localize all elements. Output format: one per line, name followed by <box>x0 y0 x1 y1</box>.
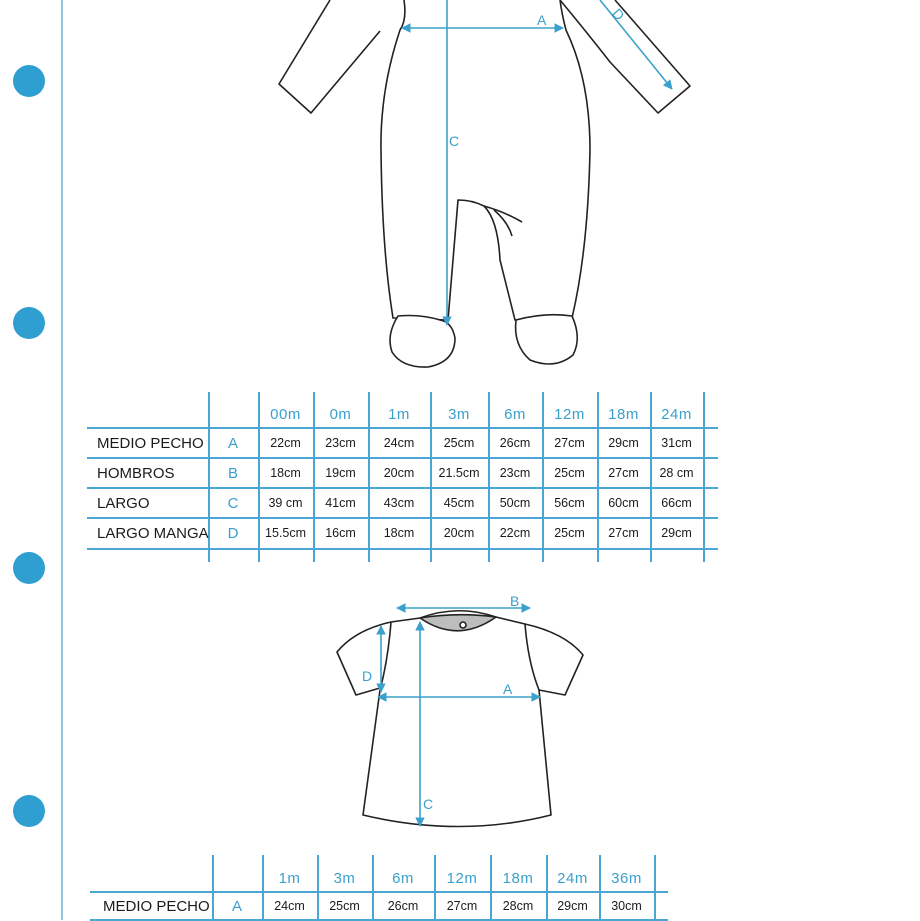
size-header: 00m <box>270 405 301 423</box>
row-label: LARGO <box>97 494 150 512</box>
table-cell: 27cm <box>608 466 639 480</box>
row-letter: C <box>227 494 239 512</box>
table-cell: 41cm <box>325 496 356 510</box>
table-cell: 25cm <box>554 526 585 540</box>
table-cell: 22cm <box>270 436 301 450</box>
table-cell: 27cm <box>554 436 585 450</box>
table-cell: 27cm <box>446 899 478 913</box>
row-letter: D <box>227 524 239 542</box>
table-cell: 19cm <box>325 466 356 480</box>
shirt-body-outline <box>363 611 551 827</box>
table-cell: 15.5cm <box>265 526 306 540</box>
table-cell: 22cm <box>499 526 531 540</box>
table-cell: 31cm <box>661 436 692 450</box>
romper-label-c: C <box>449 133 460 149</box>
table-cell: 45cm <box>443 496 475 510</box>
table-grid-line <box>87 548 718 550</box>
table-cell: 25cm <box>554 466 585 480</box>
row-label: MEDIO PECHO <box>103 897 210 915</box>
size-header: 1m <box>278 869 301 887</box>
table-cell: 24cm <box>383 436 415 450</box>
romper-drawing <box>279 0 690 367</box>
table-grid-line <box>703 392 705 562</box>
romper-left-sleeve <box>279 0 380 113</box>
size-header: 18m <box>608 405 639 423</box>
table-grid-line <box>654 855 656 920</box>
table-cell: 25cm <box>443 436 475 450</box>
row-letter: A <box>231 897 242 915</box>
size-header: 6m <box>392 869 414 887</box>
table-cell: 50cm <box>499 496 531 510</box>
table-cell: 23cm <box>499 466 531 480</box>
table-cell: 26cm <box>499 436 531 450</box>
romper-label-a: A <box>537 12 547 28</box>
romper-body-outline <box>381 0 590 320</box>
table-cell: 23cm <box>325 436 356 450</box>
table-cell: 16cm <box>325 526 356 540</box>
table-cell: 29cm <box>661 526 692 540</box>
romper-left-foot <box>390 316 455 368</box>
table-cell: 29cm <box>557 899 588 913</box>
table-cell: 26cm <box>387 899 419 913</box>
table-cell: 28 cm <box>659 466 694 480</box>
shirt-drawing <box>337 611 583 827</box>
size-header: 6m <box>504 405 526 423</box>
table-cell: 21.5cm <box>438 466 480 480</box>
shirt-label-a: A <box>503 681 513 697</box>
table-cell: 25cm <box>329 899 360 913</box>
size-header: 36m <box>611 869 642 887</box>
size-header: 24m <box>661 405 692 423</box>
table-cell: 28cm <box>502 899 534 913</box>
table-cell: 66cm <box>661 496 692 510</box>
size-header: 12m <box>446 869 478 887</box>
shirt-label-c: C <box>423 796 434 812</box>
table-cell: 18cm <box>383 526 415 540</box>
romper-label-d: D <box>609 5 628 24</box>
table-cell: 24cm <box>274 899 305 913</box>
size-header: 12m <box>554 405 585 423</box>
table-cell: 30cm <box>611 899 642 913</box>
size-header: 18m <box>502 869 534 887</box>
table-cell: 20cm <box>383 466 415 480</box>
table-cell: 43cm <box>383 496 415 510</box>
table-cell: 56cm <box>554 496 585 510</box>
row-label: HOMBROS <box>97 464 175 482</box>
table-cell: 27cm <box>608 526 639 540</box>
table-cell: 60cm <box>608 496 639 510</box>
row-label: LARGO MANGA <box>97 524 209 542</box>
table-cell: 20cm <box>443 526 475 540</box>
row-letter: A <box>227 434 238 452</box>
row-label: MEDIO PECHO <box>97 434 204 452</box>
size-header: 0m <box>329 405 352 423</box>
row-letter: B <box>227 464 238 482</box>
size-header: 1m <box>388 405 410 423</box>
table-cell: 39 cm <box>268 496 303 510</box>
table-cell: 29cm <box>608 436 639 450</box>
shirt-label-b: B <box>510 593 520 609</box>
shirt-button <box>460 622 466 628</box>
size-header: 3m <box>448 405 470 423</box>
size-header: 24m <box>557 869 588 887</box>
romper-right-foot <box>516 315 578 364</box>
shirt-label-d: D <box>362 668 373 684</box>
table-cell: 18cm <box>270 466 301 480</box>
size-header: 3m <box>333 869 356 887</box>
